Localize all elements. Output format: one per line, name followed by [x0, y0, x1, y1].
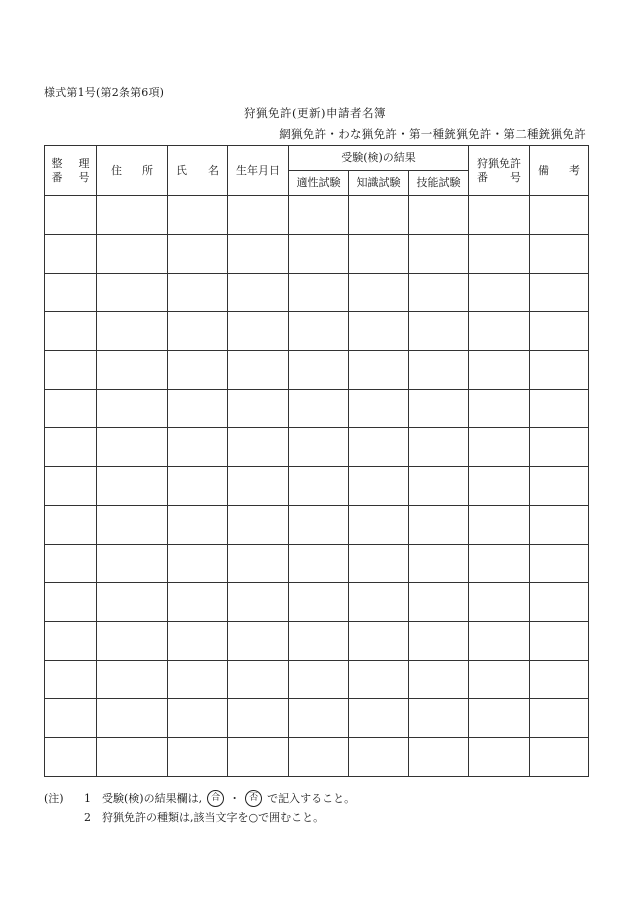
entry-cell-name[interactable]: [168, 505, 228, 544]
entry-cell-remarks[interactable]: [530, 350, 589, 389]
entry-cell-skill[interactable]: [409, 699, 469, 738]
entry-cell-skill[interactable]: [409, 273, 469, 312]
document-title: 狩猟免許(更新)申請者名簿: [244, 106, 386, 120]
entry-cell-remarks[interactable]: [530, 234, 589, 273]
entry-cell-address[interactable]: [97, 660, 168, 699]
entry-cell-knowledge[interactable]: [349, 234, 409, 273]
entry-cell-address[interactable]: [97, 273, 168, 312]
entry-cell-skill[interactable]: [409, 389, 469, 428]
entry-cell-skill[interactable]: [409, 505, 469, 544]
entry-cell-remarks[interactable]: [530, 273, 589, 312]
entry-cell-serial[interactable]: [45, 660, 97, 699]
entry-cell-remarks[interactable]: [530, 505, 589, 544]
entry-cell-aptitude[interactable]: [289, 738, 349, 777]
entry-cell-address[interactable]: [97, 738, 168, 777]
entry-cell-license-number[interactable]: [469, 660, 530, 699]
entry-cell-serial[interactable]: [45, 699, 97, 738]
entry-cell-remarks[interactable]: [530, 621, 589, 660]
roster-body: [45, 196, 589, 777]
entry-cell-knowledge[interactable]: [349, 389, 409, 428]
entry-cell-serial[interactable]: [45, 467, 97, 506]
entry-cell-serial[interactable]: [45, 234, 97, 273]
entry-cell-knowledge[interactable]: [349, 196, 409, 235]
entry-cell-birthdate[interactable]: [228, 660, 289, 699]
entry-cell-serial[interactable]: [45, 621, 97, 660]
entry-cell-license-number[interactable]: [469, 467, 530, 506]
entry-cell-name[interactable]: [168, 428, 228, 467]
entry-cell-license-number[interactable]: [469, 350, 530, 389]
entry-cell-knowledge[interactable]: [349, 428, 409, 467]
entry-cell-address[interactable]: [97, 505, 168, 544]
header-aptitude-test: 適性試験: [289, 171, 349, 196]
table-row: [45, 350, 589, 389]
entry-cell-name[interactable]: [168, 583, 228, 622]
entry-cell-license-number[interactable]: [469, 273, 530, 312]
entry-cell-knowledge[interactable]: [349, 350, 409, 389]
entry-cell-serial[interactable]: [45, 738, 97, 777]
entry-cell-aptitude[interactable]: [289, 350, 349, 389]
entry-cell-license-number[interactable]: [469, 544, 530, 583]
entry-cell-knowledge[interactable]: [349, 660, 409, 699]
entry-cell-remarks[interactable]: [530, 312, 589, 351]
entry-cell-remarks[interactable]: [530, 428, 589, 467]
entry-cell-aptitude[interactable]: [289, 389, 349, 428]
entry-cell-aptitude[interactable]: [289, 544, 349, 583]
entry-cell-name[interactable]: [168, 467, 228, 506]
entry-cell-birthdate[interactable]: [228, 428, 289, 467]
entry-cell-name[interactable]: [168, 621, 228, 660]
table-row: [45, 660, 589, 699]
entry-cell-serial[interactable]: [45, 273, 97, 312]
entry-cell-birthdate[interactable]: [228, 196, 289, 235]
entry-cell-skill[interactable]: [409, 428, 469, 467]
entry-cell-birthdate[interactable]: [228, 583, 289, 622]
entry-cell-license-number[interactable]: [469, 234, 530, 273]
entry-cell-birthdate[interactable]: [228, 505, 289, 544]
entry-cell-skill[interactable]: [409, 583, 469, 622]
entry-cell-remarks[interactable]: [530, 583, 589, 622]
entry-cell-birthdate[interactable]: [228, 699, 289, 738]
note-2-text: 狩猟免許の種類は,該当文字を○で囲むこと。: [102, 811, 325, 824]
entry-cell-address[interactable]: [97, 583, 168, 622]
entry-cell-name[interactable]: [168, 196, 228, 235]
entry-cell-birthdate[interactable]: [228, 273, 289, 312]
entry-cell-serial[interactable]: [45, 544, 97, 583]
notes-section: [44, 789, 355, 827]
entry-cell-birthdate[interactable]: [228, 621, 289, 660]
entry-cell-skill[interactable]: [409, 738, 469, 777]
entry-cell-knowledge[interactable]: [349, 505, 409, 544]
entry-cell-license-number[interactable]: [469, 583, 530, 622]
entry-cell-address[interactable]: [97, 544, 168, 583]
entry-cell-skill[interactable]: [409, 660, 469, 699]
entry-cell-address[interactable]: [97, 234, 168, 273]
note-1-number: 1: [84, 792, 91, 805]
entry-cell-name[interactable]: [168, 738, 228, 777]
entry-cell-birthdate[interactable]: [228, 467, 289, 506]
entry-cell-license-number[interactable]: [469, 738, 530, 777]
entry-cell-knowledge[interactable]: [349, 544, 409, 583]
entry-cell-license-number[interactable]: [469, 505, 530, 544]
notes-label: (注): [44, 792, 64, 805]
header-remarks: 備 考: [530, 146, 589, 196]
entry-cell-aptitude[interactable]: [289, 505, 349, 544]
entry-cell-license-number[interactable]: [469, 428, 530, 467]
entry-cell-name[interactable]: [168, 389, 228, 428]
entry-cell-aptitude[interactable]: [289, 621, 349, 660]
entry-cell-address[interactable]: [97, 428, 168, 467]
table-row: [45, 196, 589, 235]
entry-cell-remarks[interactable]: [530, 196, 589, 235]
note-1: [44, 789, 355, 808]
entry-cell-skill[interactable]: [409, 196, 469, 235]
table-row: [45, 273, 589, 312]
entry-cell-knowledge[interactable]: [349, 312, 409, 351]
note-1-text-post: で記入すること。: [267, 792, 356, 805]
entry-cell-knowledge[interactable]: [349, 699, 409, 738]
entry-cell-skill[interactable]: [409, 467, 469, 506]
header-exam-result: 受験(検)の結果: [289, 146, 469, 171]
header-birthdate: 生年月日: [228, 146, 289, 196]
entry-cell-license-number[interactable]: [469, 389, 530, 428]
entry-cell-address[interactable]: [97, 389, 168, 428]
entry-cell-name[interactable]: [168, 660, 228, 699]
entry-cell-serial[interactable]: [45, 505, 97, 544]
entry-cell-license-number[interactable]: [469, 312, 530, 351]
entry-cell-name[interactable]: [168, 350, 228, 389]
header-knowledge-test: 知識試験: [349, 171, 409, 196]
entry-cell-skill[interactable]: [409, 234, 469, 273]
entry-cell-aptitude[interactable]: [289, 273, 349, 312]
entry-cell-skill[interactable]: [409, 621, 469, 660]
entry-cell-serial[interactable]: [45, 312, 97, 351]
entry-cell-skill[interactable]: [409, 544, 469, 583]
entry-cell-birthdate[interactable]: [228, 738, 289, 777]
entry-cell-aptitude[interactable]: [289, 196, 349, 235]
entry-cell-birthdate[interactable]: [228, 234, 289, 273]
entry-cell-serial[interactable]: [45, 389, 97, 428]
entry-cell-serial[interactable]: [45, 196, 97, 235]
entry-cell-license-number[interactable]: [469, 621, 530, 660]
entry-cell-serial[interactable]: [45, 350, 97, 389]
table-row: [45, 738, 589, 777]
header-serial-number: 整 理 番 号: [45, 146, 97, 196]
entry-cell-address[interactable]: [97, 467, 168, 506]
entry-cell-address[interactable]: [97, 196, 168, 235]
entry-cell-knowledge[interactable]: [349, 738, 409, 777]
entry-cell-skill[interactable]: [409, 312, 469, 351]
entry-cell-birthdate[interactable]: [228, 312, 289, 351]
table-row: [45, 467, 589, 506]
entry-cell-birthdate[interactable]: [228, 544, 289, 583]
entry-cell-birthdate[interactable]: [228, 389, 289, 428]
entry-cell-remarks[interactable]: [530, 660, 589, 699]
entry-cell-aptitude[interactable]: [289, 312, 349, 351]
entry-cell-address[interactable]: [97, 699, 168, 738]
note-2-number: 2: [84, 811, 91, 824]
entry-cell-knowledge[interactable]: [349, 583, 409, 622]
entry-cell-remarks[interactable]: [530, 544, 589, 583]
pass-mark-icon: 合: [207, 790, 224, 807]
entry-cell-address[interactable]: [97, 621, 168, 660]
fail-mark-icon: 否: [245, 790, 262, 807]
entry-cell-address[interactable]: [97, 312, 168, 351]
entry-cell-knowledge[interactable]: [349, 273, 409, 312]
table-row: [45, 428, 589, 467]
entry-cell-name[interactable]: [168, 544, 228, 583]
entry-cell-knowledge[interactable]: [349, 467, 409, 506]
entry-cell-remarks[interactable]: [530, 467, 589, 506]
entry-cell-skill[interactable]: [409, 350, 469, 389]
entry-cell-serial[interactable]: [45, 583, 97, 622]
header-license-number: 狩猟免許 番 号: [469, 146, 530, 196]
table-row: [45, 234, 589, 273]
table-row: [45, 505, 589, 544]
entry-cell-aptitude[interactable]: [289, 467, 349, 506]
table-row: [45, 389, 589, 428]
header-address: 住 所: [97, 146, 168, 196]
entry-cell-remarks[interactable]: [530, 738, 589, 777]
entry-cell-knowledge[interactable]: [349, 621, 409, 660]
entry-cell-name[interactable]: [168, 312, 228, 351]
entry-cell-license-number[interactable]: [469, 196, 530, 235]
table-row: [45, 583, 589, 622]
entry-cell-license-number[interactable]: [469, 699, 530, 738]
table-row: [45, 312, 589, 351]
header-skill-test: 技能試験: [409, 171, 469, 196]
form-number: 様式第1号(第2条第6項): [44, 86, 165, 99]
note-1-text-pre: 受験(検)の結果欄は,: [102, 792, 203, 805]
header-name: 氏 名: [168, 146, 228, 196]
entry-cell-birthdate[interactable]: [228, 350, 289, 389]
entry-cell-serial[interactable]: [45, 428, 97, 467]
note-1-separator: ・: [229, 792, 241, 805]
entry-cell-name[interactable]: [168, 234, 228, 273]
entry-cell-name[interactable]: [168, 699, 228, 738]
entry-cell-aptitude[interactable]: [289, 583, 349, 622]
applicant-roster-table: [44, 145, 589, 777]
entry-cell-address[interactable]: [97, 350, 168, 389]
table-row: [45, 699, 589, 738]
entry-cell-aptitude[interactable]: [289, 660, 349, 699]
note-2: [44, 808, 355, 827]
entry-cell-aptitude[interactable]: [289, 428, 349, 467]
entry-cell-name[interactable]: [168, 273, 228, 312]
entry-cell-remarks[interactable]: [530, 389, 589, 428]
table-row: [45, 621, 589, 660]
table-row: [45, 544, 589, 583]
entry-cell-remarks[interactable]: [530, 699, 589, 738]
entry-cell-aptitude[interactable]: [289, 234, 349, 273]
license-type-options: 網猟免許・わな猟免許・第一種銃猟免許・第二種銃猟免許: [279, 127, 586, 141]
entry-cell-aptitude[interactable]: [289, 699, 349, 738]
